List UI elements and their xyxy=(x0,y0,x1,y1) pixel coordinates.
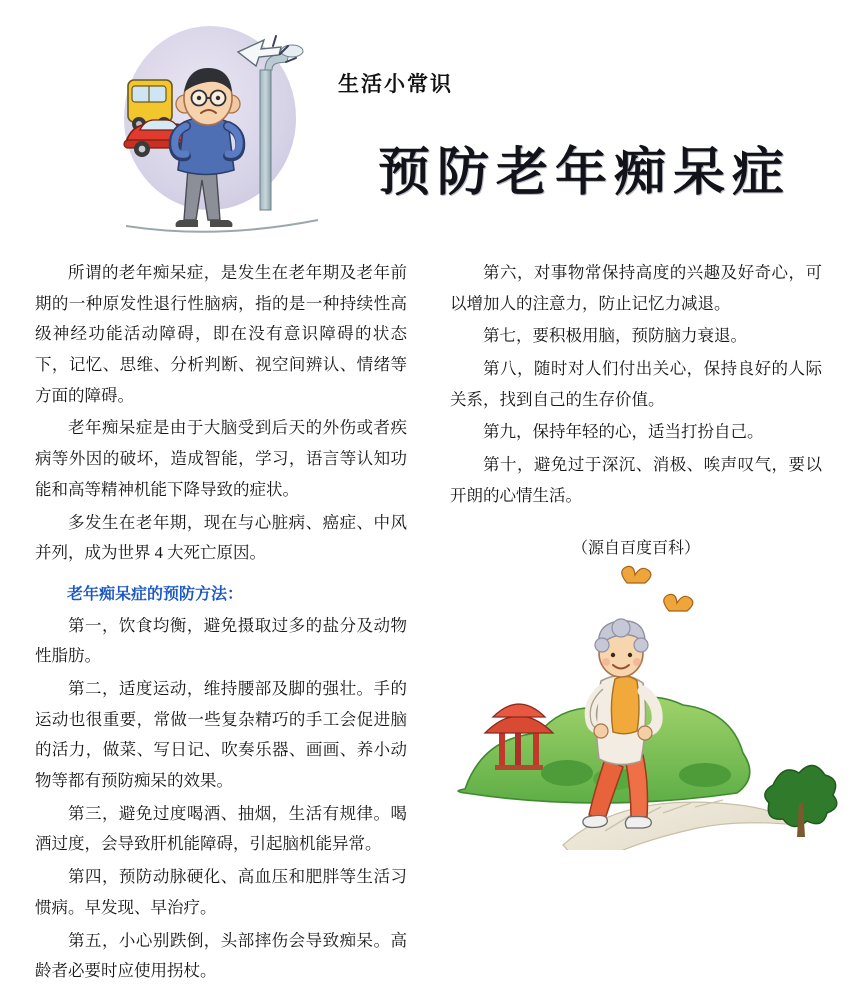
page-kicker: 生活小常识 xyxy=(338,72,453,96)
prevention-item: 第三，避免过度喝酒、抽烟，生活有规律。喝酒过度，会导致肝机能障碍，引起脑机能异常。 xyxy=(35,803,407,854)
left-column xyxy=(35,258,407,989)
prevention-item: 第一，饮食均衡，避免摄取过多的盐分及动物性脂肪。 xyxy=(35,615,407,666)
source-credit: （源自百度百科） xyxy=(571,539,700,557)
page-header xyxy=(0,0,850,248)
prevention-item: 第七，要积极用脑，预防脑力衰退。 xyxy=(483,326,747,346)
butterfly-icon xyxy=(622,566,693,611)
prevention-item: 第五，小心别跌倒，头部摔伤会导致痴呆。高龄者必要时应使用拐杖。 xyxy=(35,930,407,981)
elderly-man-confused-at-street-illustration xyxy=(110,18,330,238)
prevention-item: 第九，保持年轻的心，适当打扮自己。 xyxy=(483,422,764,442)
right-column xyxy=(450,258,822,579)
paragraph: 老年痴呆症是由于大脑受到后天的外伤或者疾病等外因的破坏，造成智能，学习，语言等认知功能和高等精神机能下降导致的症状。 xyxy=(35,418,407,499)
prevention-item: 第十，避免过于深沉、消极、唉声叹气，要以开朗的心情生活。 xyxy=(450,455,822,505)
prevention-item: 第八，随时对人们付出关心，保持良好的人际关系，找到自己的生存价值。 xyxy=(450,359,822,409)
paragraph: 多发生在老年期，现在与心脏病、癌症、中风并列，成为世界 4 大死亡原因。 xyxy=(35,512,407,563)
prevention-item: 第六，对事物常保持高度的兴趣及好奇心，可以增加人的注意力，防止记忆力减退。 xyxy=(450,263,822,313)
prevention-item: 第四，预防动脉硬化、高血压和肥胖等生活习惯病。早发现、早治疗。 xyxy=(35,867,407,917)
prevention-item: 第二，适度运动，维持腰部及脚的强壮。手的运动也很重要，常做一些复杂精巧的手工会促进脑的活力，做菜、写日记、吹奏乐器、画画、养小动物等都有预防痴呆的效果。 xyxy=(35,679,407,791)
page-title: 预防老年痴呆症 xyxy=(378,142,792,203)
section-subheading: 老年痴呆症的预防方法： xyxy=(67,583,244,603)
bush-icon xyxy=(765,765,837,837)
paragraph: 所谓的老年痴呆症，是发生在老年期及老年前期的一种原发性退行性脑病，指的是一种持续性高级神经功能活动障碍，即在没有意识障碍的状态下，记忆、思维、分析判断、视空间辨认、情绪等方面的障碍。 xyxy=(35,263,407,405)
elderly-woman-jogging-in-park-illustration xyxy=(455,545,845,850)
